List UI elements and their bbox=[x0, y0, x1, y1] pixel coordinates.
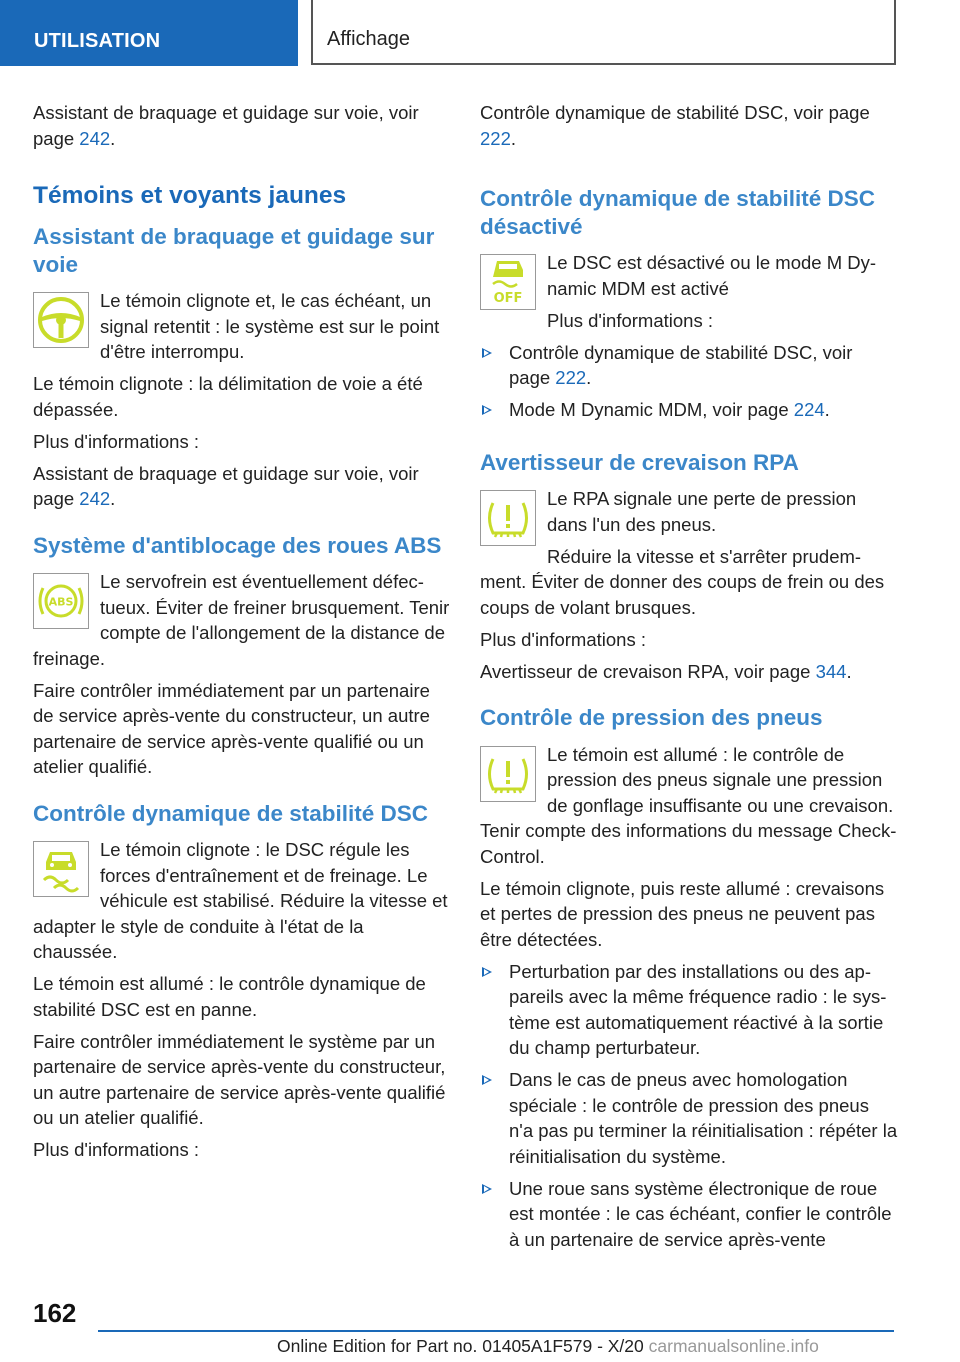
footer-edition: Online Edition for Part no. 01405A1F579 - X/20 carmanualsonline.info bbox=[277, 1336, 819, 1356]
triangle-bullet-icon bbox=[482, 348, 492, 358]
paragraph: Le témoin clignote et, le cas échéant, un signal retentit : le système est sur le point d'être interrompu. bbox=[100, 290, 440, 362]
paragraph: Le DSC est désactivé ou le mode M Dynamic MDM est activé bbox=[547, 252, 877, 299]
heading-abs: Système d'antiblocage des roues ABS bbox=[33, 532, 442, 558]
triangle-bullet-icon bbox=[482, 405, 492, 415]
chapter-title: Affichage bbox=[327, 28, 411, 50]
steering-wheel-icon bbox=[33, 292, 89, 348]
dsc-icon bbox=[33, 841, 89, 897]
svg-text:OFF: OFF bbox=[493, 291, 523, 306]
list-item: Une roue sans système électronique de roue est montée : le cas échéant, confier le contrôle à un partenaire de service après-vente bbox=[480, 1176, 898, 1253]
page-link[interactable]: 242 bbox=[79, 488, 111, 509]
right-intro: Contrôle dynamique de stabilité DSC, voir page 222. bbox=[480, 102, 870, 149]
watermark: carmanualsonline.info bbox=[648, 1336, 819, 1356]
paragraph: Le RPA signale une perte de pression dans l'un des pneus. bbox=[547, 488, 857, 535]
left-intro: Assistant de braquage et guidage sur voie, voir page 242. bbox=[33, 102, 419, 149]
list-item: Dans le cas de pneus avec homologation spéciale : le contrôle de pression des pneus n'a pas pu terminer la réinitialisation : répéter la réinitialisation du système. bbox=[480, 1067, 898, 1169]
page-link[interactable]: 222 bbox=[480, 127, 511, 149]
footer-divider bbox=[98, 1330, 894, 1332]
paragraph: Le témoin clignote : le DSC régule les forces d'entraînement et de freinage. Le véhicule est stabilisé. Réduire la vitesse et adapter le style de conduite à l'état de la chaussée. bbox=[33, 839, 448, 962]
paragraph: Le témoin est allumé : le contrôle de pression des pneus signale une pression de gonflage insuffisante ou une crevaison. Tenir compte des informations du message Check-Control. bbox=[480, 743, 897, 867]
bullet-list bbox=[480, 340, 898, 423]
bullet-list bbox=[480, 959, 898, 1253]
svg-text:ABS: ABS bbox=[48, 595, 74, 609]
paragraph: Faire contrôler immédiatement par un partenaire de service après-vente du constructeur, un autre partenaire de service après-vente qualifié ou un atelier qualifié. bbox=[33, 679, 430, 777]
section-title: UTILISATION bbox=[34, 30, 161, 52]
paragraph: Assistant de braquage et guidage sur voie, voir page 242. bbox=[33, 462, 419, 509]
paragraph: Faire contrôler immédiatement le système par un partenaire de service après-vente du constructeur, un autre partenaire de service après-vente qualifié ou un atelier qualifié. bbox=[33, 1030, 446, 1128]
chapter-box bbox=[311, 0, 896, 65]
paragraph: Plus d'informations : bbox=[480, 628, 646, 650]
abs-icon bbox=[33, 573, 89, 629]
heading-steering-assist: Assistant de braquage et guidage sur voie bbox=[33, 224, 435, 277]
page-link[interactable]: 222 bbox=[555, 367, 587, 388]
triangle-bullet-icon bbox=[482, 967, 492, 977]
heading-dsc-off: Contrôle dynamique de stabilité DSC désactivé bbox=[480, 186, 876, 239]
page-link[interactable]: 242 bbox=[79, 127, 111, 149]
paragraph: Le témoin est allumé : le contrôle dynamique de stabilité DSC est en panne. bbox=[33, 973, 426, 1020]
paragraph: Plus d'informations : bbox=[33, 430, 199, 452]
dsc-off-icon bbox=[480, 254, 536, 310]
page-link[interactable]: 224 bbox=[793, 399, 825, 420]
heading-tire-pressure: Contrôle de pression des pneus bbox=[480, 705, 823, 730]
paragraph: Le témoin clignote, puis reste allumé : crevaisons et pertes de pression des pneus ne peuvent pas être détectées. bbox=[480, 877, 885, 950]
page-header bbox=[0, 0, 960, 66]
heading-yellow-lights: Témoins et voyants jaunes bbox=[33, 182, 347, 209]
right-column bbox=[480, 100, 898, 1259]
triangle-bullet-icon bbox=[482, 1075, 492, 1085]
paragraph: Plus d'informations : bbox=[33, 1139, 199, 1160]
triangle-bullet-icon bbox=[482, 1184, 492, 1194]
paragraph: Le témoin clignote : la délimitation de voie a été dépassée. bbox=[33, 373, 423, 420]
left-column bbox=[33, 100, 451, 1169]
paragraph: Réduire la vitesse et s'arrêter prudemment. Éviter de donner des coups de frein ou des coups de volant brusques. bbox=[480, 545, 885, 618]
page-number: 162 bbox=[33, 1298, 77, 1328]
list-item: Contrôle dynamique de stabilité DSC, voir page 222. bbox=[480, 340, 898, 391]
list-item: Perturbation par des installations ou des appareils avec la même fréquence radio : le système est automatiquement réactivé à la sortie du champ perturbateur. bbox=[480, 959, 898, 1061]
tire-warning-icon bbox=[480, 490, 536, 546]
section-tab bbox=[0, 0, 298, 66]
paragraph: Plus d'informations : bbox=[547, 309, 713, 331]
paragraph: Le servofrein est éventuellement défectueux. Éviter de freiner brusquement. Tenir compte de l'allongement de la distance de freinage. bbox=[33, 571, 450, 669]
heading-rpa: Avertisseur de crevaison RPA bbox=[480, 449, 799, 475]
tire-pressure-icon bbox=[480, 746, 536, 802]
heading-dsc: Contrôle dynamique de stabilité DSC bbox=[33, 800, 429, 826]
paragraph: Avertisseur de crevaison RPA, voir page 344. bbox=[480, 660, 852, 682]
page-link[interactable]: 344 bbox=[815, 660, 847, 682]
list-item: Mode M Dynamic MDM, voir page 224. bbox=[480, 397, 898, 423]
